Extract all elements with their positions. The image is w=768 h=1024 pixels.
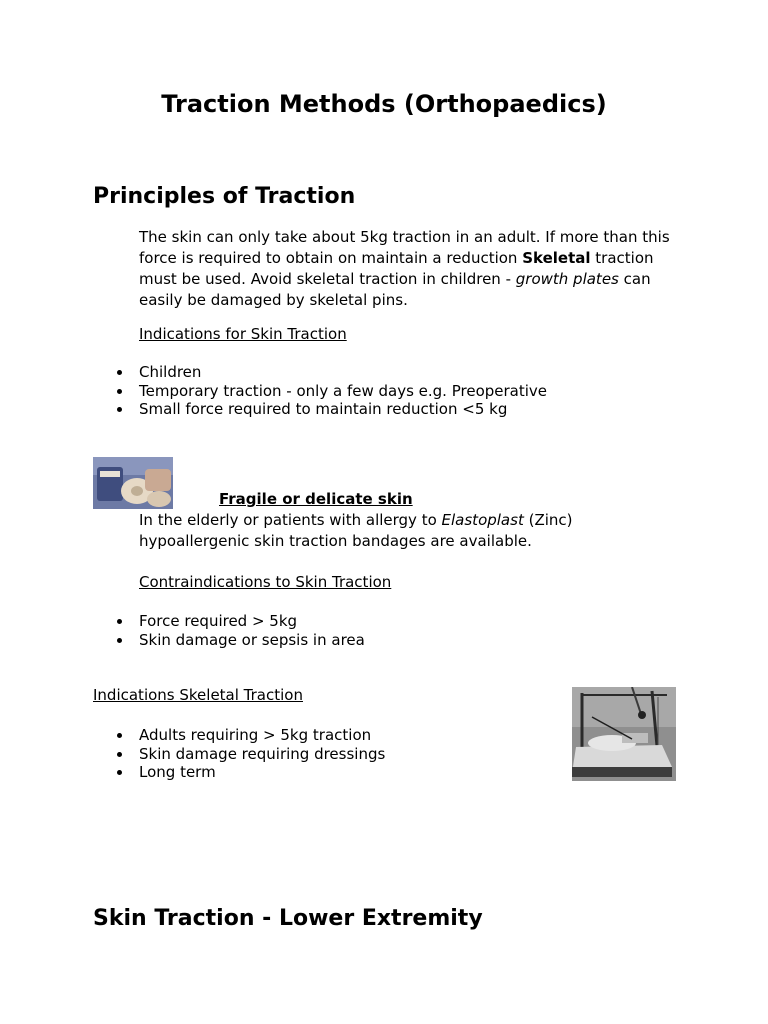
bandage-illustration [93,457,173,509]
indications-skin-label: Indications for Skin Traction [139,325,347,343]
principles-bold-skeletal: Skeletal [522,249,591,267]
contraindications-list [93,612,653,649]
section-heading-principles: Principles of Traction [93,184,356,209]
list-item: Adults requiring > 5kg traction [93,726,553,745]
list-item: Small force required to maintain reduction <5 kg [93,400,653,419]
skeletal-indications-label: Indications Skeletal Traction [93,686,303,704]
skeletal-indications-list [93,726,553,782]
list-item: Children [93,363,653,382]
list-item: Force required > 5kg [93,612,653,631]
list-item: Temporary traction - only a few days e.g. Preoperative [93,382,653,401]
principles-italic-growth-plates: growth plates [515,270,619,288]
indications-skin-list [93,363,653,419]
list-item: Skin damage or sepsis in area [93,631,653,650]
principles-text-3: can easily be damaged by skeletal pins. [139,270,651,309]
traction-bed-illustration [572,687,676,781]
fragile-italic-elastoplast: Elastoplast [441,511,524,529]
fragile-text-2: (Zinc) hypoallergenic skin traction bandages are available. [139,511,573,550]
principles-text-1: The skin can only take about 5kg traction in an adult. If more than this force is required to obtain on maintain a reduction [139,228,670,267]
bandage-image [93,457,173,509]
fragile-skin-paragraph [139,510,609,552]
principles-paragraph [139,227,679,311]
page-title: Traction Methods (Orthopaedics) [161,90,607,118]
section-heading-skin-traction-lower: Skin Traction - Lower Extremity [93,906,483,931]
list-item: Skin damage requiring dressings [93,745,553,764]
principles-text-2: traction must be used. Avoid skeletal traction in children - [139,249,654,288]
list-item: Long term [93,763,553,782]
fragile-text-1: In the elderly or patients with allergy to [139,511,442,529]
contraindications-label: Contraindications to Skin Traction [139,573,392,591]
skeletal-traction-photo [572,687,676,781]
fragile-skin-heading: Fragile or delicate skin [219,490,413,508]
